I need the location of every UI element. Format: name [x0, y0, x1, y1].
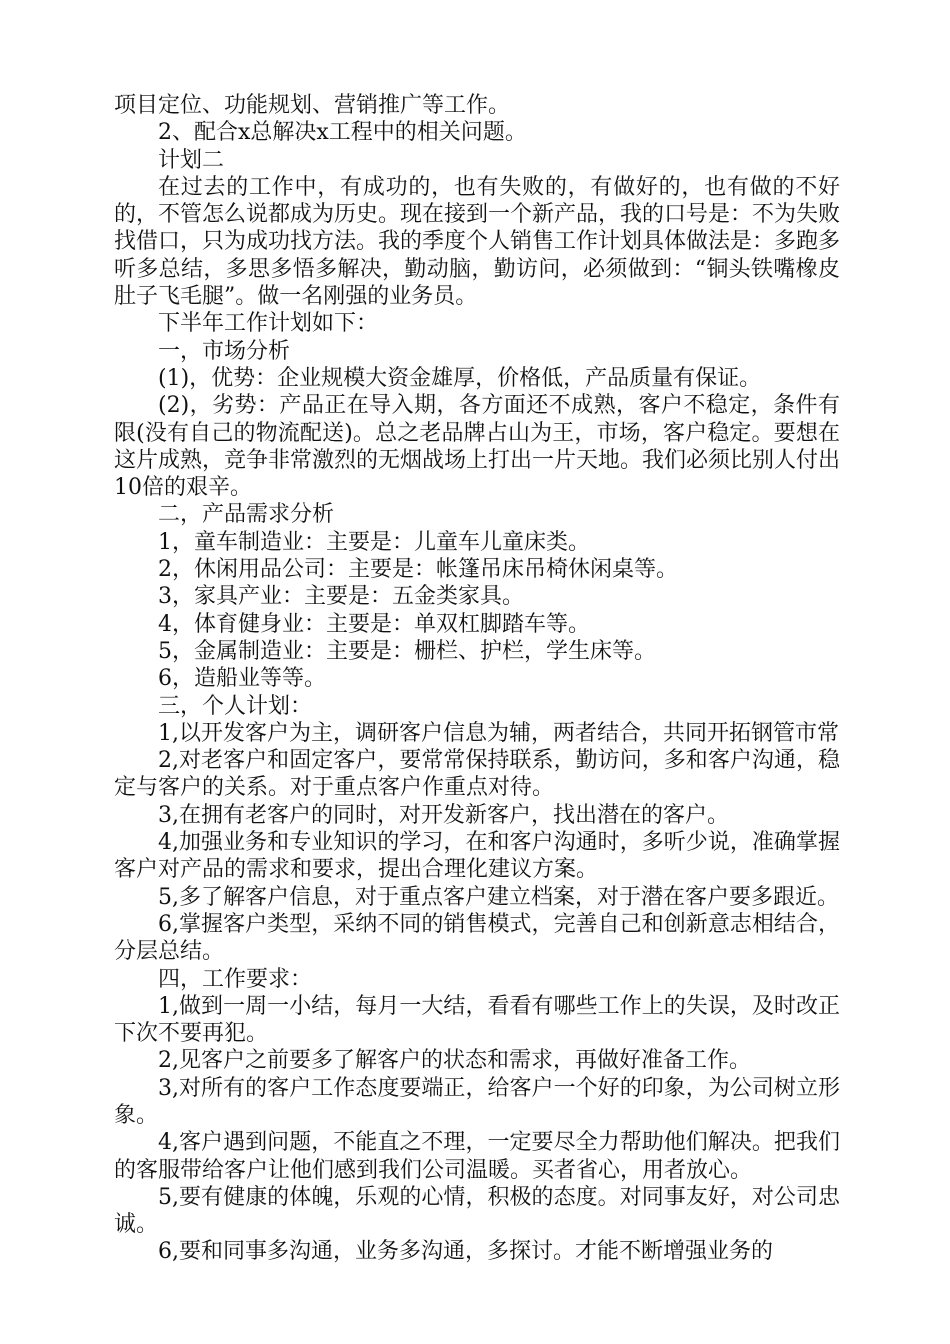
document-body	[114, 92, 840, 1266]
list-item-plan-2: 2,对老客户和固定客户，要常常保持联系，勤访问，多和客户沟通，稳定与客户的关系。对于重点客户作重点对待。	[114, 748, 840, 801]
paragraph-item-2: 2、配合x总解决x工程中的相关问题。	[158, 120, 527, 146]
section-heading-market-analysis: 一，市场分析	[158, 338, 291, 364]
section-heading-demand-analysis: 二，产品需求分析	[158, 502, 335, 528]
list-item-demand-6: 6，造船业等等。	[158, 666, 326, 692]
list-item-plan-4: 4,加强业务和专业知识的学习，在和客户沟通时，多听少说，准确掌握客户对产品的需求和要求，提出合理化建议方案。	[114, 830, 840, 883]
list-item-demand-5: 5，金属制造业：主要是：栅栏、护栏，学生床等。	[158, 638, 656, 664]
paragraph-advantage: (1)，优势：企业规模大资金雄厚，价格低，产品质量有保证。	[158, 365, 762, 391]
list-item-demand-1: 1，童车制造业：主要是：儿童车儿童床类。	[158, 529, 590, 555]
paragraph-plan-lead: 下半年工作计划如下：	[158, 311, 379, 337]
section-heading-work-requirements: 四，工作要求：	[158, 966, 313, 992]
list-item-plan-6: 6,掌握客户类型，采纳不同的销售模式，完善自己和创新意志相结合，分层总结。	[114, 911, 840, 965]
list-item-requirement-4: 4,客户遇到问题，不能直之不理，一定要尽全力帮助他们解决。把我们的客服带给客户让他们感到我们公司温暖。买者省心，用者放心。	[114, 1130, 840, 1183]
list-item-requirement-3: 3,对所有的客户工作态度要端正，给客户一个好的印象，为公司树立形象。	[114, 1075, 840, 1128]
list-item-requirement-2: 2,见客户之前要多了解客户的状态和需求，再做好准备工作。	[158, 1048, 751, 1074]
list-item-plan-1: 1,以开发客户为主，调研客户信息为辅，两者结合，共同开拓钢管市常	[158, 720, 839, 746]
paragraph-continuation: 项目定位、功能规划、营销推广等工作。	[114, 93, 511, 118]
list-item-requirement-5: 5,要有健康的体魄，乐观的心情，积极的态度。对同事友好，对公司忠诚。	[114, 1184, 840, 1238]
section-heading-plan-two: 计划二	[158, 147, 225, 173]
list-item-plan-5: 5,多了解客户信息，对于重点客户建立档案，对于潜在客户要多跟近。	[158, 884, 839, 910]
paragraph-disadvantage: (2)，劣势：产品正在导入期，各方面还不成熟，客户不稳定，条件有限(没有自己的物流配送)。总之老品牌占山为王，市场，客户稳定。要想在这片成熟，竞争非常激烈的无烟战场上打出一片天地。我们必须比别人付出10倍的艰辛。	[114, 393, 841, 501]
list-item-demand-2: 2，休闲用品公司：主要是：帐篷吊床吊椅休闲桌等。	[158, 557, 678, 583]
paragraph-intro: 在过去的工作中，有成功的，也有失败的，有做好的，也有做的不好的，不管怎么说都成为历史。现在接到一个新产品，我的口号是：不为失败找借口，只为成功找方法。我的季度个人销售工作计划具体做法是：多跑多听多总结，多思多悟多解决，勤动脑，勤访问，必须做到：“铜头铁嘴橡皮肚子飞毛腿”。做一名刚强的业务员。	[114, 174, 841, 310]
list-item-demand-4: 4，体育健身业：主要是：单双杠脚踏车等。	[158, 611, 590, 637]
section-heading-personal-plan: 三，个人计划：	[158, 693, 313, 719]
list-item-demand-3: 3，家具产业：主要是：五金类家具。	[158, 584, 524, 610]
list-item-requirement-1: 1,做到一周一小结，每月一大结，看看有哪些工作上的失误，及时改正下次不要再犯。	[114, 993, 840, 1047]
list-item-requirement-6: 6,要和同事多沟通，业务多沟通，多探讨。才能不断增强业务的	[158, 1239, 773, 1265]
list-item-plan-3: 3,在拥有老客户的同时，对开发新客户，找出潜在的客户。	[158, 802, 729, 828]
